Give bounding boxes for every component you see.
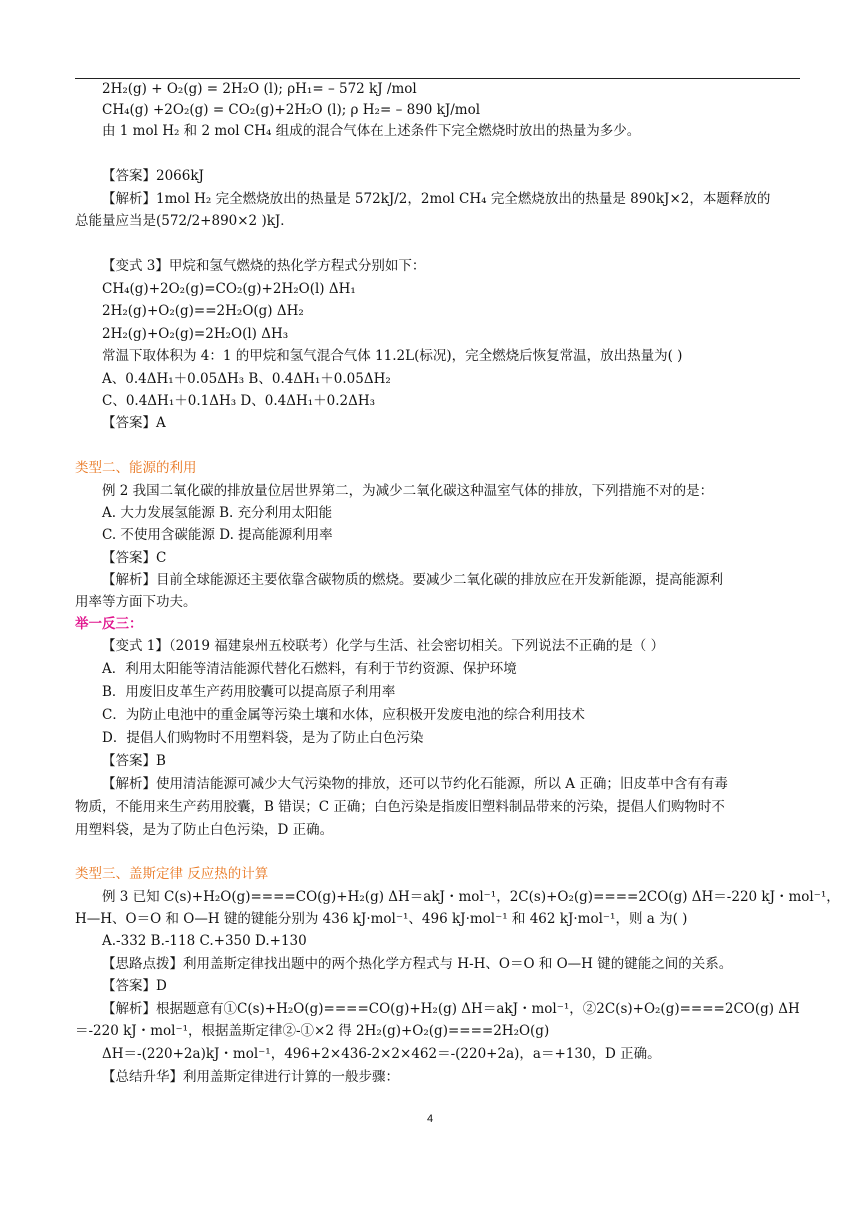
text-line: C、0.4ΔH₁＋0.1ΔH₃ D、0.4ΔH₁＋0.2ΔH₃ <box>102 393 376 409</box>
text-line: 【解析】目前全球能源还主要依靠含碳物质的燃烧。要减少二氧化碳的排放应在开发新能源，提高能源利 <box>102 572 723 588</box>
text-line: 【答案】D <box>102 978 167 994</box>
text-line: 物质，不能用来生产药用胶囊，B 错误；C 正确；白色污染是指废旧塑料制品带来的污染，提倡人们购物时不 <box>75 799 725 815</box>
text-line: 2H₂(g)+O₂(g)=2H₂O(l) ΔH₃ <box>102 326 289 342</box>
text-line: B．用废旧皮革生产药用胶囊可以提高原子利用率 <box>102 684 396 700</box>
text-line: 【变式 3】甲烷和氢气燃烧的热化学方程式分别如下： <box>102 258 426 274</box>
text-line: 【思路点拨】利用盖斯定律找出题中的两个热化学方程式与 H-H、O＝O 和 O—H 键的键能之间的关系。 <box>102 956 733 972</box>
text-line: 用塑料袋，是为了防止白色污染，D 正确。 <box>75 822 334 838</box>
text-line: H—H、O＝O 和 O—H 键的键能分别为 436 kJ·mol⁻¹、496 kJ·mol⁻¹ 和 462 kJ·mol⁻¹，则 a 为( ) <box>75 911 688 927</box>
text-line: 【答案】B <box>102 753 166 769</box>
page-number: 4 <box>426 1113 434 1125</box>
text-line: D．提倡人们购物时不用塑料袋，是为了防止白色污染 <box>102 730 424 746</box>
text-line: 【答案】C <box>102 550 167 566</box>
text-line: A. 大力发展氢能源 B. 充分利用太阳能 <box>102 505 333 521</box>
text-line: CH₄(g)+2O₂(g)=CO₂(g)+2H₂O(l) ΔH₁ <box>102 281 356 297</box>
text-line: 【答案】A <box>102 415 166 431</box>
text-line: ＝-220 kJ・mol⁻¹，根据盖斯定律②-①×2 得 2H₂(g)+O₂(g)====2H₂O(g) <box>75 1023 550 1039</box>
text-line: 【解析】根据题意有①C(s)+H₂O(g)====CO(g)+H₂(g) ΔH＝akJ・mol⁻¹，②2C(s)+O₂(g)====2CO(g) ΔH <box>102 1001 800 1017</box>
text-line: 由 1 mol H₂ 和 2 mol CH₄ 组成的混合气体在上述条件下完全燃烧时放出的热量为多少。 <box>102 123 641 139</box>
text-line: A．利用太阳能等清洁能源代替化石燃料，有利于节约资源、保护环境 <box>102 661 517 677</box>
text-line: 【答案】2066kJ <box>102 168 204 184</box>
text-line: C．为防止电池中的重金属等污染土壤和水体，应积极开发废电池的综合利用技术 <box>102 707 585 723</box>
text-line: ΔH＝-(220+2a)kJ・mol⁻¹，496+2×436-2×2×462＝-(220+2a)，a＝+130，D 正确。 <box>102 1046 661 1062</box>
text-line: 【总结升华】利用盖斯定律进行计算的一般步骤： <box>102 1069 399 1085</box>
text-line: 用率等方面下功夫。 <box>75 594 197 610</box>
text-line: 【变式 1】（2019 福建泉州五校联考）化学与生活、社会密切相关。下列说法不正确的是（ ） <box>102 638 665 654</box>
text-line: 【解析】1mol H₂ 完全燃烧放出的热量是 572kJ/2，2mol CH₄ 完全燃烧放出的热量是 890kJ×2，本题释放的 <box>102 191 771 207</box>
text-line: A.-332 B.-118 C.+350 D.+130 <box>102 933 307 949</box>
text-line: 例 2 我国二氧化碳的排放量位居世界第二，为减少二氧化碳这种温室气体的排放，下列措施不对的是： <box>102 483 714 499</box>
section-heading: 类型三、盖斯定律 反应热的计算 <box>75 866 269 882</box>
section-heading: 类型二、能源的利用 <box>75 460 197 476</box>
text-line: 常温下取体积为 4：1 的甲烷和氢气混合气体 11.2L(标况)，完全燃烧后恢复常温，放出热量为( ) <box>102 348 683 364</box>
text-line: 例 3 已知 C(s)+H₂O(g)====CO(g)+H₂(g) ΔH＝akJ・mol⁻¹，2C(s)+O₂(g)====2CO(g) ΔH＝-220 kJ・mol⁻¹， <box>102 889 840 905</box>
text-line: 【解析】使用清洁能源可减少大气污染物的排放，还可以节约化石能源，所以 A 正确；旧皮革中含有有毒 <box>102 776 728 792</box>
text-line: CH₄(g) +2O₂(g) = CO₂(g)+2H₂O (l); ρ H₂= – 890 kJ/mol <box>102 102 481 118</box>
text-line: 2H₂(g) + O₂(g) = 2H₂O (l); ρH₁= – 572 kJ /mol <box>102 81 417 97</box>
text-line: 2H₂(g)+O₂(g)==2H₂O(g) ΔH₂ <box>102 303 304 319</box>
practice-heading: 举一反三： <box>75 616 143 632</box>
text-line: A、0.4ΔH₁＋0.05ΔH₃ B、0.4ΔH₁＋0.05ΔH₂ <box>102 371 391 387</box>
text-line: 总能量应当是(572/2+890×2 )kJ． <box>75 213 294 229</box>
text-line: C. 不使用含碳能源 D. 提高能源利用率 <box>102 527 333 543</box>
